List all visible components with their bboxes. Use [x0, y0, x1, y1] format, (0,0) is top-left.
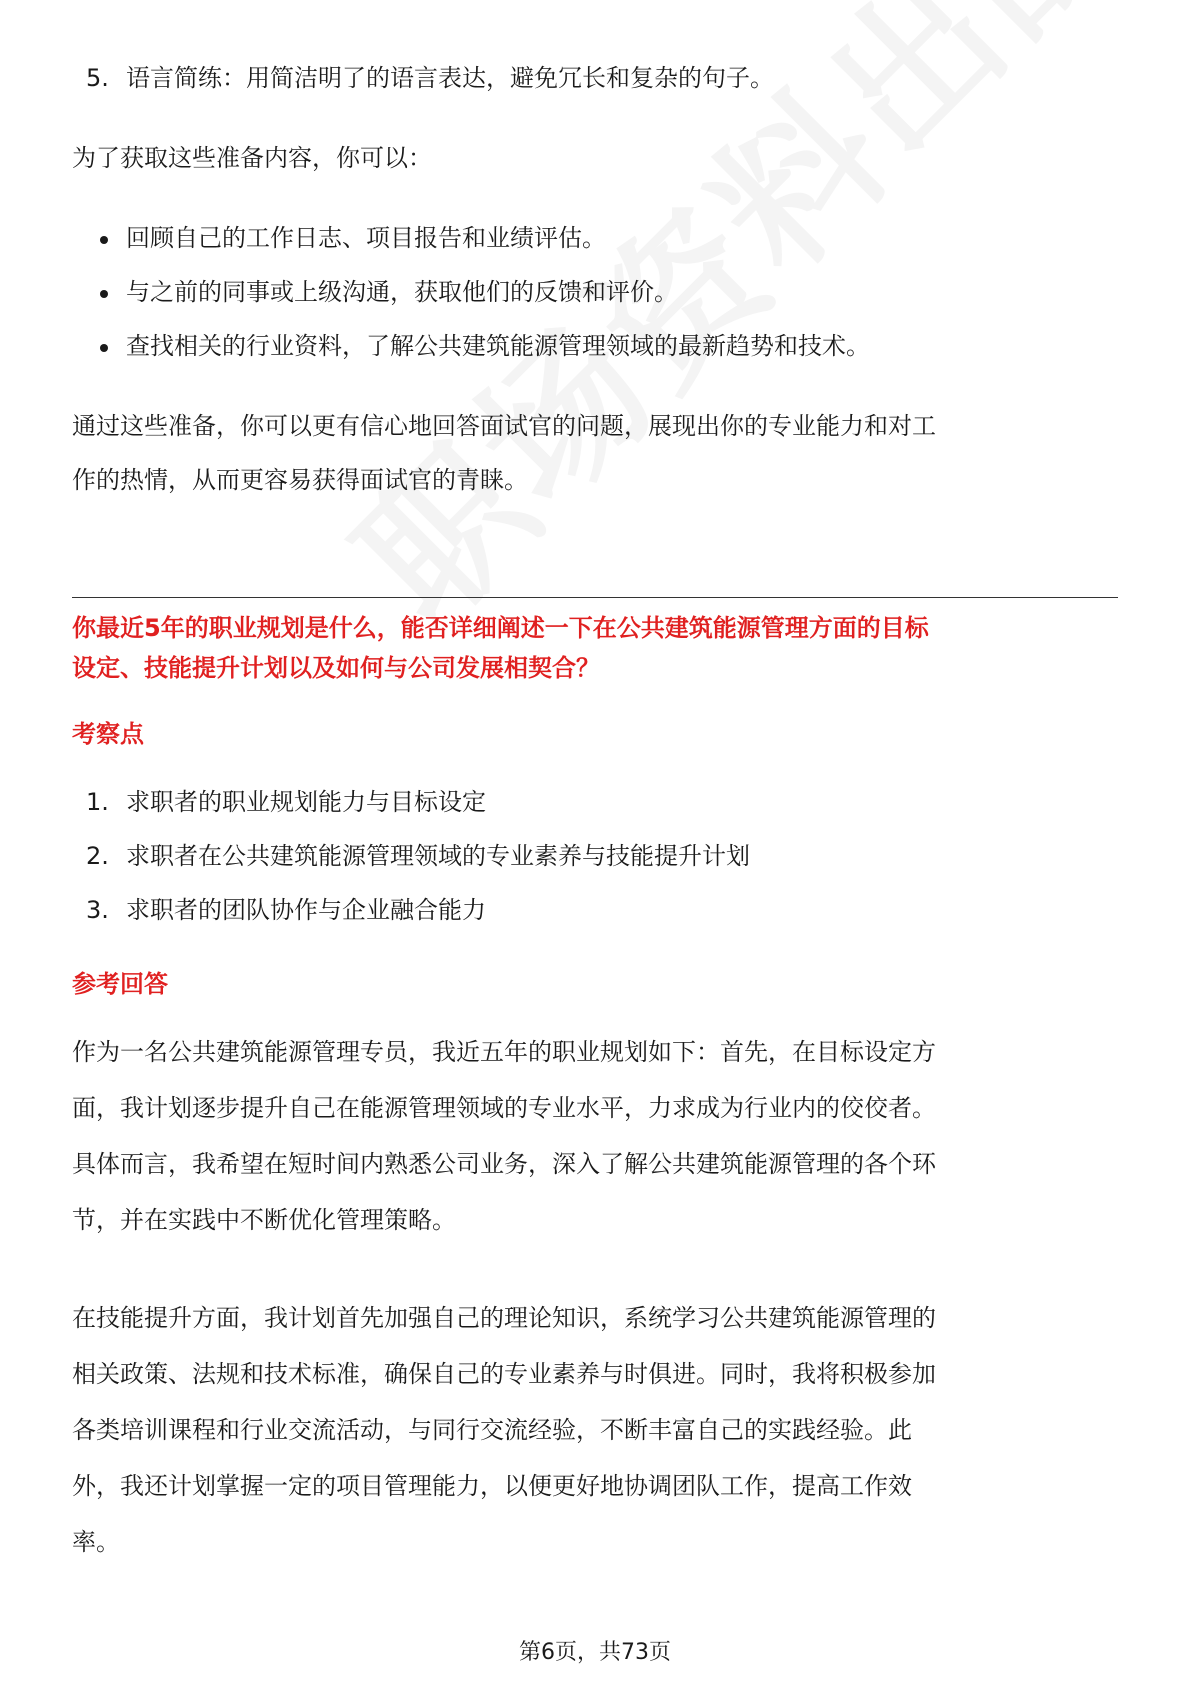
- exam-point: 求职者的职业规划能力与目标设定: [126, 788, 486, 816]
- bullet-dot: [100, 236, 108, 244]
- answer-line: 相关政策、法规和技术标准，确保自己的专业素养与时俱进。同时，我将积极参加: [72, 1360, 936, 1388]
- answer-line: 作为一名公共建筑能源管理专员，我近五年的职业规划如下：首先，在目标设定方: [72, 1038, 936, 1066]
- prep-intro: 为了获取这些准备内容，你可以：: [72, 144, 432, 172]
- closing-line: 作的热情，从而更容易获得面试官的青睐。: [72, 466, 528, 494]
- question-title: 设定、技能提升计划以及如何与公司发展相契合？: [72, 654, 600, 682]
- answer-line: 率。: [72, 1528, 120, 1556]
- answer-line: 面，我计划逐步提升自己在能源管理领域的专业水平，力求成为行业内的佼佼者。: [72, 1094, 936, 1122]
- section-divider: [72, 597, 1118, 598]
- answer-line: 具体而言，我希望在短时间内熟悉公司业务，深入了解公共建筑能源管理的各个环: [72, 1150, 936, 1178]
- bullet-dot: [100, 290, 108, 298]
- list-number: 2.: [86, 842, 109, 870]
- answer-line: 节，并在实践中不断优化管理策略。: [72, 1206, 456, 1234]
- question-title: 你最近5年的职业规划是什么，能否详细阐述一下在公共建筑能源管理方面的目标: [72, 614, 929, 642]
- exam-point: 求职者的团队协作与企业融合能力: [126, 896, 486, 924]
- answer-line: 在技能提升方面，我计划首先加强自己的理论知识，系统学习公共建筑能源管理的: [72, 1304, 936, 1332]
- bullet-item: 回顾自己的工作日志、项目报告和业绩评估。: [126, 224, 606, 252]
- exam-point: 求职者在公共建筑能源管理领域的专业素养与技能提升计划: [126, 842, 750, 870]
- list-number: 1.: [86, 788, 109, 816]
- answer-line: 各类培训课程和行业交流活动，与同行交流经验，不断丰富自己的实践经验。此: [72, 1416, 912, 1444]
- bullet-dot: [100, 344, 108, 352]
- list-item: 语言简练：用简洁明了的语言表达，避免冗长和复杂的句子。: [126, 64, 774, 92]
- page-footer: 第6页，共73页: [519, 1640, 671, 1665]
- list-number: 3.: [86, 896, 109, 924]
- answer-heading: 参考回答: [72, 970, 168, 998]
- exam-heading: 考察点: [72, 720, 144, 748]
- answer-line: 外，我还计划掌握一定的项目管理能力，以便更好地协调团队工作，提高工作效: [72, 1472, 912, 1500]
- closing-line: 通过这些准备，你可以更有信心地回答面试官的问题，展现出你的专业能力和对工: [72, 412, 936, 440]
- bullet-item: 与之前的同事或上级沟通，获取他们的反馈和评价。: [126, 278, 678, 306]
- list-number: 5.: [86, 64, 109, 92]
- bullet-item: 查找相关的行业资料，了解公共建筑能源管理领域的最新趋势和技术。: [126, 332, 870, 360]
